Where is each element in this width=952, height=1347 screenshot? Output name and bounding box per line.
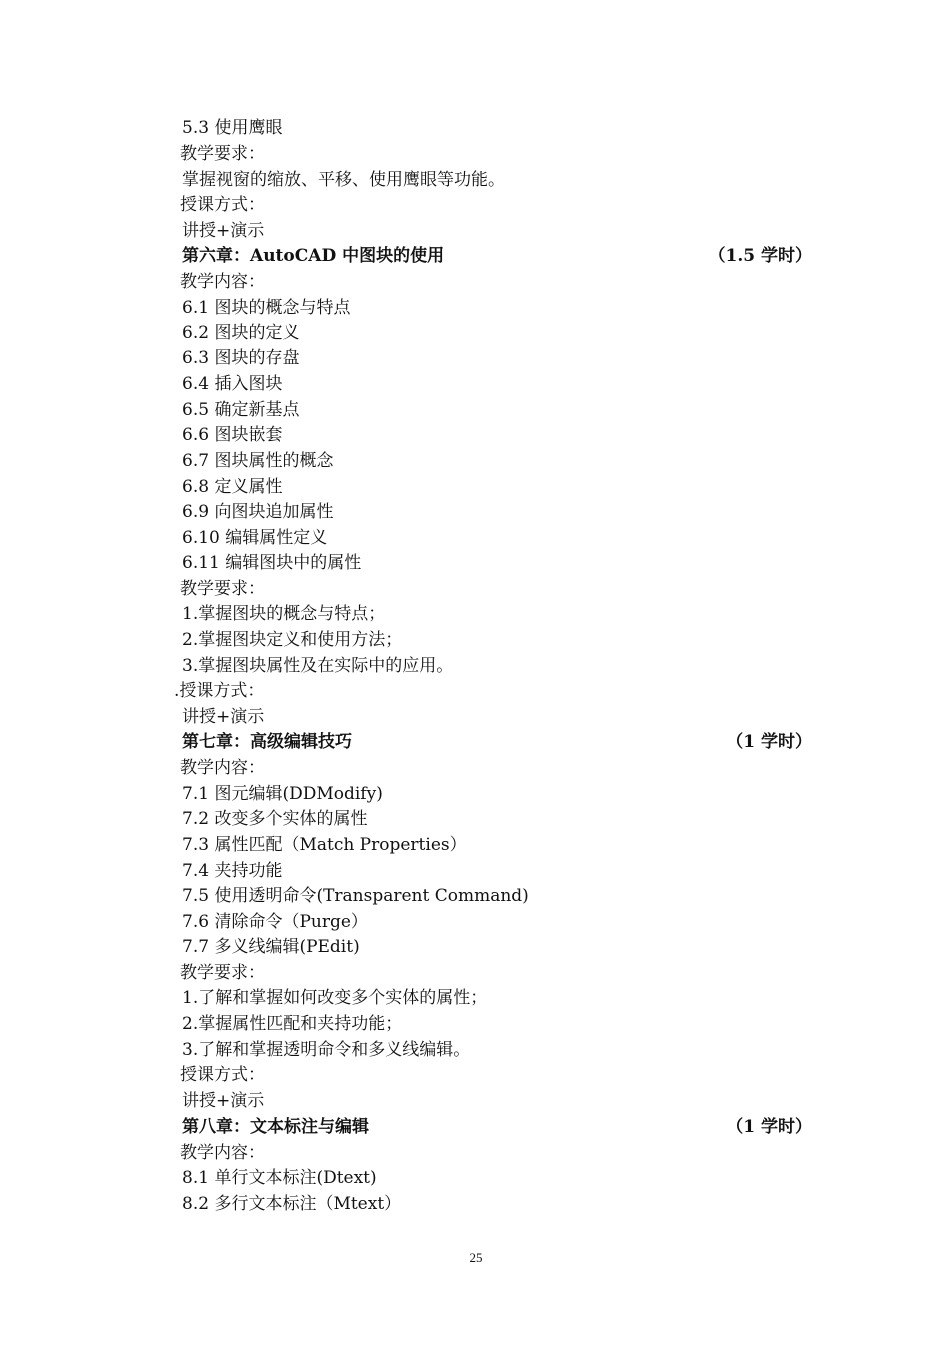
requirement-text: 掌握视窗的缩放、平移、使用鹰眼等功能。	[182, 170, 505, 190]
page-number: 25	[469, 1250, 483, 1265]
chapter6-item: 6.5 确定新基点	[182, 400, 300, 420]
chapter6-method-label: .授课方式：	[174, 681, 265, 701]
chapter6-requirement: 2.掌握图块定义和使用方法；	[182, 630, 403, 650]
chapter7-req-label: 教学要求：	[180, 963, 265, 983]
chapter6-item: 6.3 图块的存盘	[182, 348, 300, 368]
chapter6-item: 6.1 图块的概念与特点	[182, 298, 351, 318]
chapter6-req-label: 教学要求：	[180, 579, 265, 599]
chapter7-requirement: 1.了解和掌握如何改变多个实体的属性；	[182, 988, 488, 1008]
chapter8-heading	[182, 1115, 812, 1140]
chapter6-item: 6.7 图块属性的概念	[182, 451, 334, 471]
chapter6-requirement: 1.掌握图块的概念与特点；	[182, 604, 386, 624]
chapter7-item: 7.4 夹持功能	[182, 861, 283, 881]
chapter7-item: 7.1 图元编辑(DDModify)	[182, 784, 383, 804]
chapter6-method: 讲授+演示	[182, 707, 265, 727]
chapter7-content-label: 教学内容：	[180, 758, 265, 778]
method-text: 讲授+演示	[182, 221, 265, 241]
chapter7-method: 讲授+演示	[182, 1091, 265, 1111]
chapter8-item: 8.2 多行文本标注（Mtext）	[182, 1194, 402, 1214]
chapter7-hours: （1 学时）	[726, 732, 812, 752]
chapter6-item: 6.9 向图块追加属性	[182, 502, 334, 522]
chapter7-requirement: 3.了解和掌握透明命令和多义线编辑。	[182, 1040, 471, 1060]
requirements-label: 教学要求：	[180, 144, 265, 164]
chapter6-content-label: 教学内容：	[180, 272, 265, 292]
chapter7-item: 7.5 使用透明命令(Transparent Command)	[182, 886, 529, 906]
chapter6-title: 第六章：AutoCAD 中图块的使用	[182, 246, 445, 266]
chapter7-method-label: 授课方式：	[180, 1065, 265, 1085]
chapter8-content-label: 教学内容：	[180, 1143, 265, 1163]
chapter6-item: 6.2 图块的定义	[182, 323, 300, 343]
chapter7-item: 7.6 清除命令（Purge）	[182, 912, 368, 932]
chapter8-title: 第八章：文本标注与编辑	[182, 1117, 369, 1137]
chapter6-item: 6.4 插入图块	[182, 374, 283, 394]
chapter7-heading	[182, 730, 812, 755]
chapter6-hours: （1.5 学时）	[708, 246, 812, 266]
chapter6-item: 6.6 图块嵌套	[182, 425, 283, 445]
chapter7-item: 7.3 属性匹配（Match Properties）	[182, 835, 467, 855]
chapter8-item: 8.1 单行文本标注(Dtext)	[182, 1168, 377, 1188]
chapter7-item: 7.2 改变多个实体的属性	[182, 809, 368, 829]
chapter6-item: 6.11 编辑图块中的属性	[182, 553, 362, 573]
chapter7-title: 第七章：高级编辑技巧	[182, 732, 352, 752]
chapter7-requirement: 2.掌握属性匹配和夹持功能；	[182, 1014, 403, 1034]
chapter8-hours: （1 学时）	[726, 1117, 812, 1137]
chapter6-heading	[182, 244, 812, 269]
chapter6-item: 6.10 编辑属性定义	[182, 528, 328, 548]
method-label: 授课方式：	[180, 195, 265, 215]
section-item: 5.3 使用鹰眼	[182, 118, 283, 138]
chapter7-item: 7.7 多义线编辑(PEdit)	[182, 937, 360, 957]
chapter6-item: 6.8 定义属性	[182, 477, 283, 497]
chapter6-requirement: 3.掌握图块属性及在实际中的应用。	[182, 656, 454, 676]
